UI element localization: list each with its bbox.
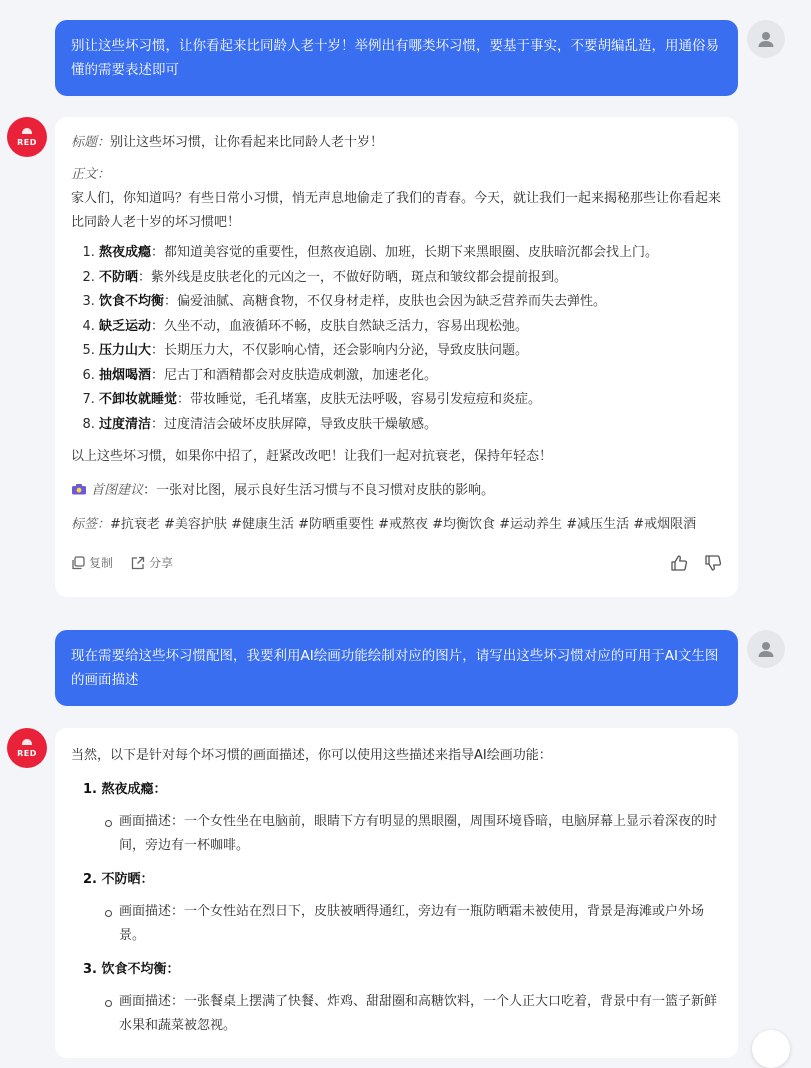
bot-avatar: [7, 117, 47, 157]
logo-leaf-icon: [22, 739, 32, 745]
post-intro: 家人们，你知道吗？有些日常小习惯，悄无声息地偷走了我们的青春。今天，就让我们一起来揭秘那些让你看起来比同龄人老十岁的坏习惯吧！: [71, 191, 722, 230]
reply-intro: 当然，以下是针对每个坏习惯的画面描述，你可以使用这些描述来指导AI绘画功能：: [71, 748, 552, 763]
bot-brand: RED: [17, 137, 37, 147]
user-message-text: 现在需要给这些坏习惯配图，我要利用AI绘画功能绘制对应的图片，请写出这些坏习惯对应的可用于AI文生图的画面描述: [71, 648, 719, 688]
feedback-group: [670, 554, 722, 572]
list-item: 2. 不防晒：紫外线是皮肤老化的元凶之一，不做好防晒，斑点和皱纹都会提前报到。: [99, 266, 722, 291]
section-1: [71, 778, 722, 858]
copy-button[interactable]: [71, 551, 113, 575]
user-icon: [757, 640, 775, 658]
share-label: 分享: [149, 556, 174, 570]
bot-brand: RED: [17, 748, 37, 758]
list-item: 画面描述：一个女性站在烈日下，皮肤被晒得通红，旁边有一瓶防晒霜未被使用，背景是海滩或户外场景。: [105, 900, 722, 948]
bot-avatar: [7, 728, 47, 768]
section-title: 3. 饮食不均衡：: [83, 962, 180, 977]
user-message-2: [55, 630, 738, 706]
post-tags: #抗衰老 #美容护肤 #健康生活 #防晒重要性 #戒熬夜 #均衡饮食 #运动养生 #减压生活 #戒烟限酒: [110, 517, 697, 532]
body-label: 正文：: [71, 167, 111, 182]
user-avatar: [747, 20, 785, 58]
user-message-1: [55, 20, 738, 96]
user-avatar: [747, 630, 785, 668]
logo-leaf-icon: [22, 128, 32, 134]
list-item: 3. 饮食不均衡：偏爱油腻、高糖食物，不仅身材走样，皮肤也会因为缺乏营养而失去弹性。: [99, 290, 722, 315]
title-label: 标题：: [71, 135, 111, 150]
list-item: 1. 熬夜成瘾：都知道美容觉的重要性，但熬夜追剧、加班，长期下来黑眼圈、皮肤暗沉都会找上门。: [99, 241, 722, 266]
post-outro: 以上这些坏习惯，如果你中招了，赶紧改改吧！让我们一起对抗衰老，保持年轻态！: [71, 449, 553, 464]
section-3: [71, 958, 722, 1038]
message-actions: [71, 551, 722, 575]
image-suggestion: ：一张对比图，展示良好生活习惯与不良习惯对皮肤的影响。: [143, 483, 495, 498]
share-icon: [131, 556, 145, 570]
list-item: 5. 压力山大：长期压力大，不仅影响心情，还会影响内分泌，导致皮肤问题。: [99, 339, 722, 364]
list-item: 画面描述：一张餐桌上摆满了快餐、炸鸡、甜甜圈和高糖饮料，一个人正大口吃着，背景中有一篮子新鲜水果和蔬菜被忽视。: [105, 990, 722, 1038]
share-button[interactable]: [131, 551, 173, 575]
bot-message-1: [55, 117, 738, 597]
section-title: 1. 熬夜成瘾：: [83, 782, 167, 797]
camera-icon: [71, 483, 87, 495]
copy-label: 复制: [89, 556, 114, 570]
list-item: 画面描述：一个女性坐在电脑前，眼睛下方有明显的黑眼圈，周围环境昏暗，电脑屏幕上显示着深夜的时间，旁边有一杯咖啡。: [105, 810, 722, 858]
section-2: [71, 868, 722, 948]
section-title: 2. 不防晒：: [83, 872, 154, 887]
habit-list: [71, 241, 722, 437]
tags-label: 标签：: [71, 517, 111, 532]
bot-message-2: [55, 728, 738, 1058]
list-item: 8. 过度清洁：过度清洁会破坏皮肤屏障，导致皮肤干燥敏感。: [99, 413, 722, 438]
list-item: 7. 不卸妆就睡觉：带妆睡觉，毛孔堵塞，皮肤无法呼吸，容易引发痘痘和炎症。: [99, 388, 722, 413]
thumbs-up-icon[interactable]: [670, 554, 688, 572]
list-item: 6. 抽烟喝酒：尼古丁和酒精都会对皮肤造成刺激，加速老化。: [99, 364, 722, 389]
list-item: 4. 缺乏运动：久坐不动，血液循环不畅，皮肤自然缺乏活力，容易出现松弛。: [99, 315, 722, 340]
scroll-down-button[interactable]: [752, 1030, 790, 1068]
user-message-text: 别让这些坏习惯，让你看起来比同龄人老十岁！举例出有哪类坏习惯，要基于事实，不要胡编乱造，用通俗易懂的需要表述即可: [71, 38, 719, 78]
user-icon: [757, 30, 775, 48]
thumbs-down-icon[interactable]: [704, 554, 722, 572]
post-title: 别让这些坏习惯，让你看起来比同龄人老十岁！: [110, 135, 384, 150]
copy-icon: [71, 556, 85, 570]
image-suggestion-label: 首图建议: [91, 483, 144, 498]
